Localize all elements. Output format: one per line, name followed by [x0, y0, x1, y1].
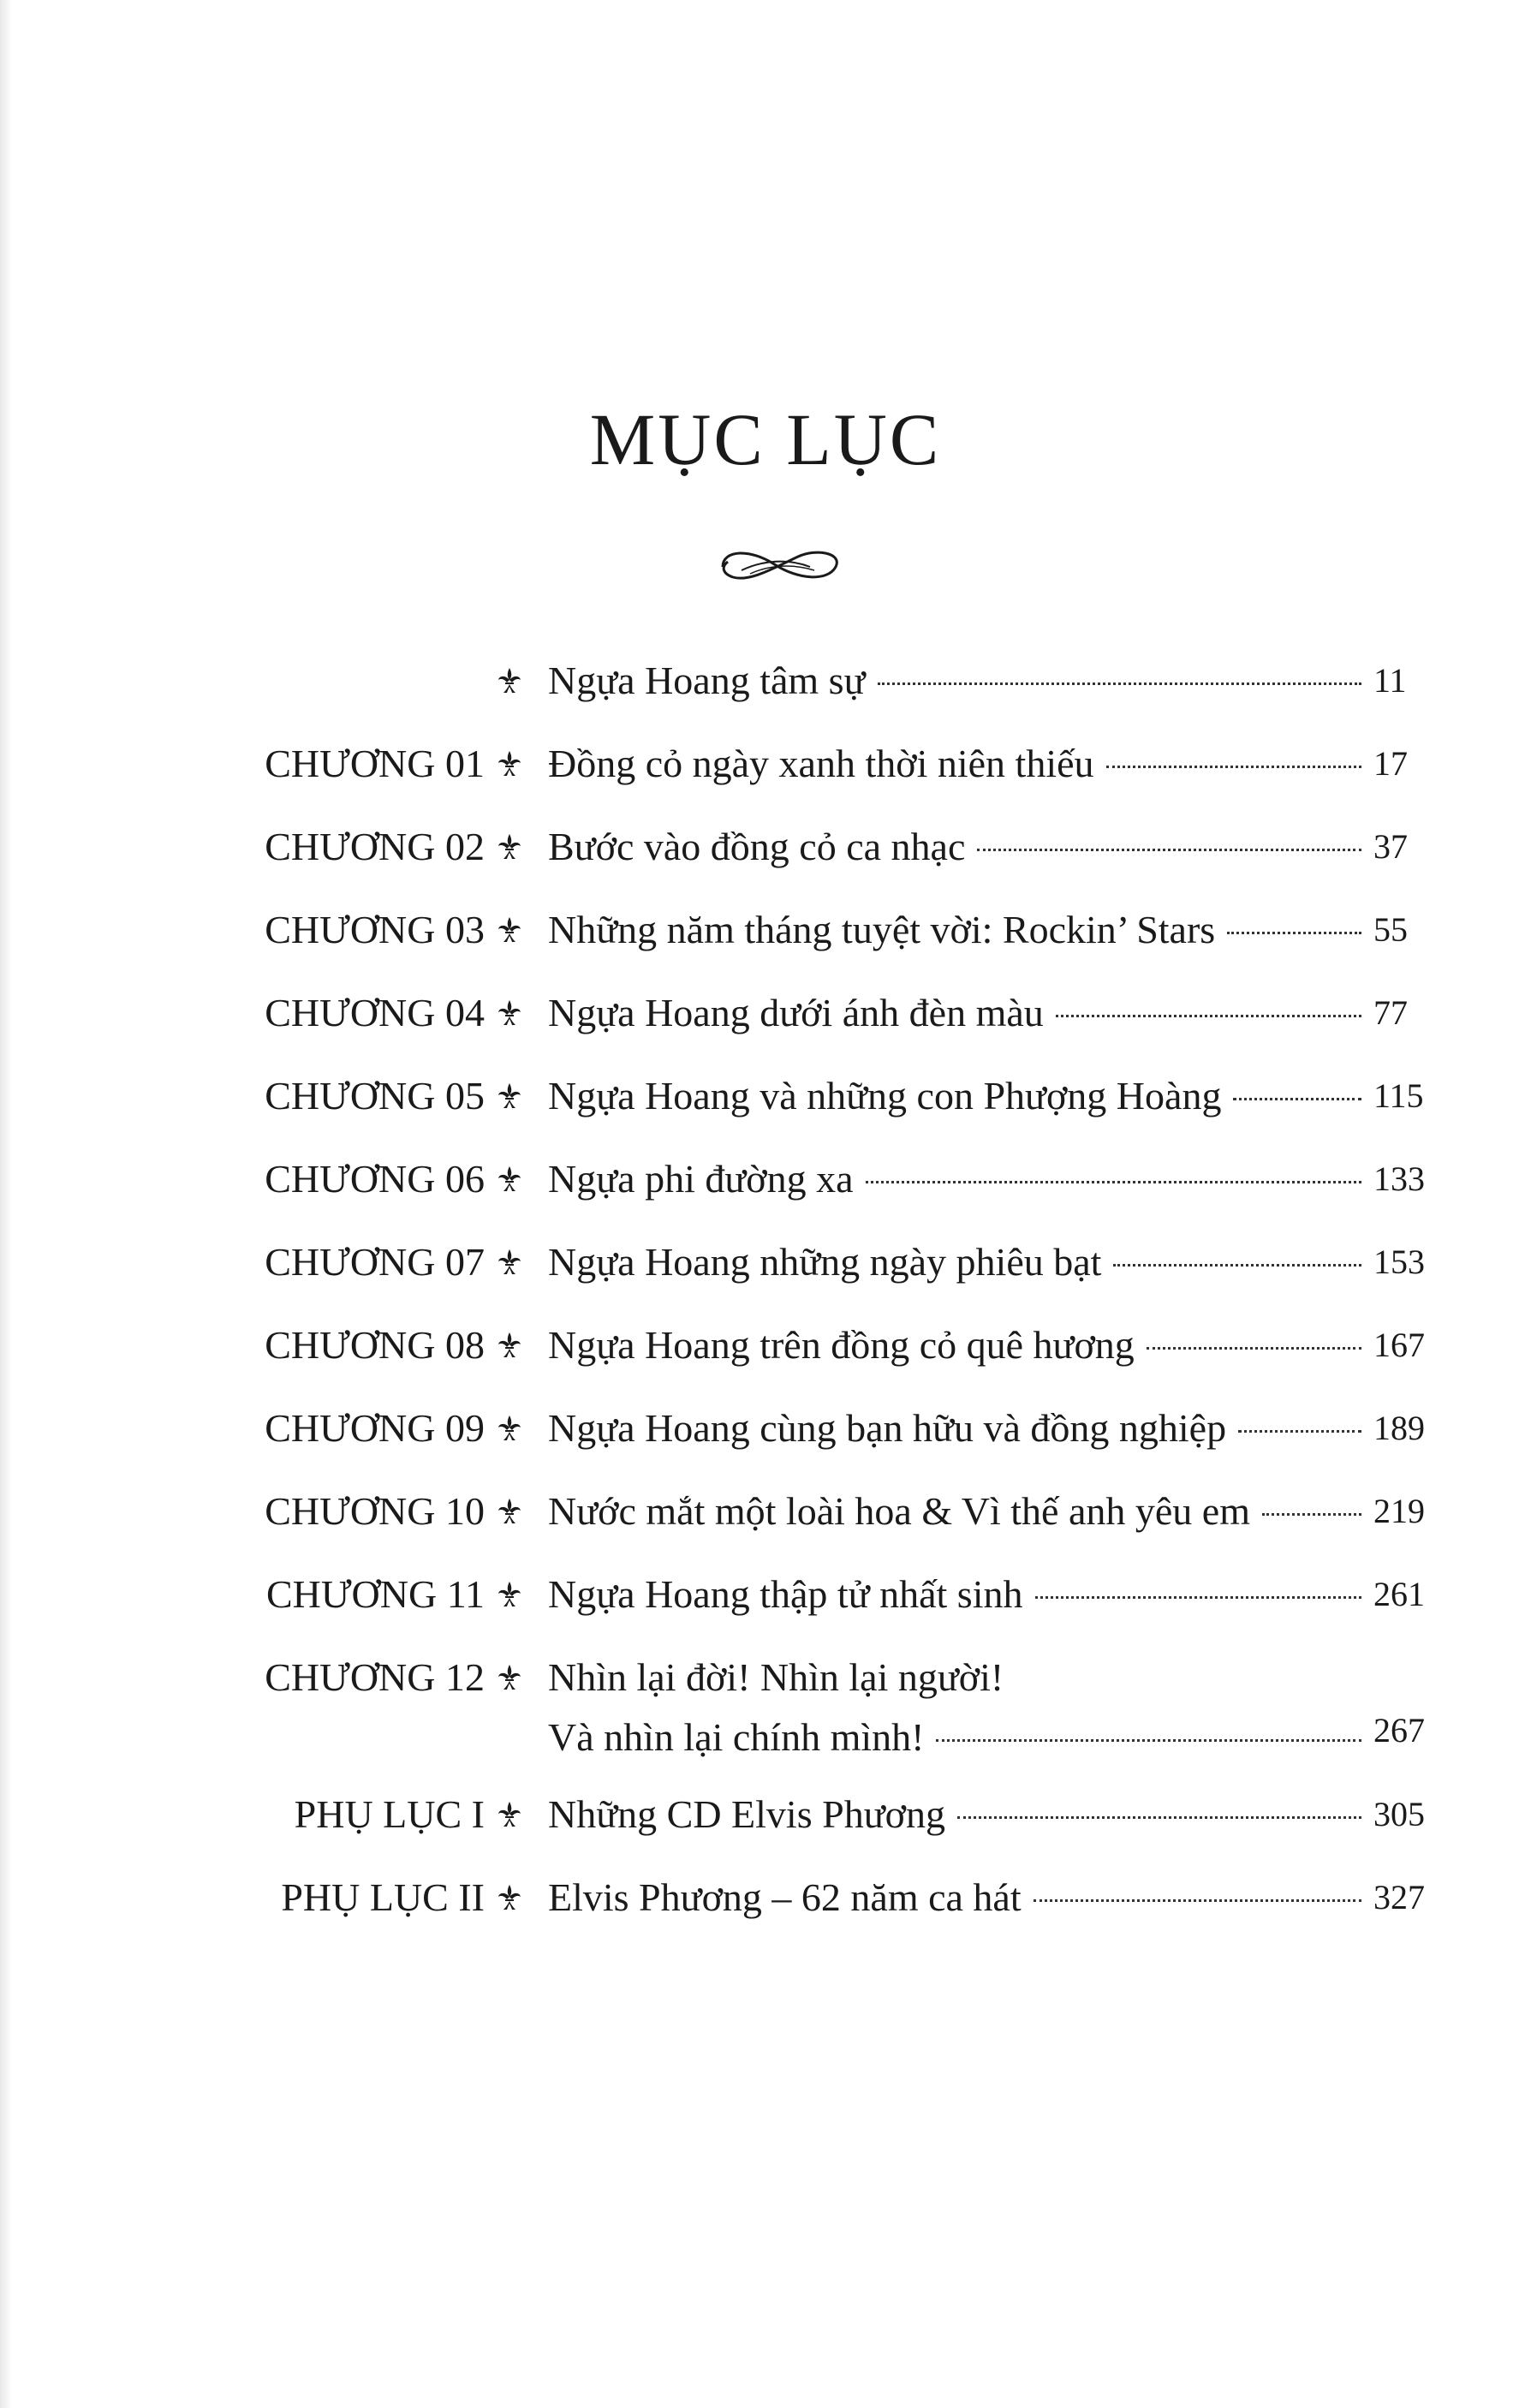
page-number: 189 — [1373, 1409, 1425, 1447]
page-number: 267 — [1373, 1711, 1425, 1749]
entry-title: Ngựa Hoang thập tử nhất sinh — [548, 1572, 1023, 1616]
entry-title: Bước vào đồng cỏ ca nhạc — [548, 825, 966, 868]
dot-leader — [1233, 1098, 1361, 1100]
page-number: 219 — [1373, 1492, 1425, 1530]
entry-label: CHƯƠNG 07 — [265, 1240, 485, 1284]
page-number: 305 — [1373, 1795, 1425, 1833]
entry-title: Ngựa Hoang dưới ánh đèn màu — [548, 991, 1044, 1034]
entry-title-line-1: Nhìn lại đời! Nhìn lại người! — [548, 1655, 1004, 1699]
entry-label: CHƯƠNG 11 — [265, 1572, 485, 1616]
entry-label: PHỤ LỤC I — [294, 1792, 485, 1836]
page-number: 261 — [1373, 1575, 1425, 1613]
toc-entry[interactable] — [0, 900, 1531, 960]
page-number: 17 — [1373, 744, 1408, 783]
fleur-de-lis-icon — [495, 749, 524, 778]
entry-title: Những CD Elvis Phương — [548, 1792, 945, 1836]
entry-title: Những năm tháng tuyệt vời: Rockin’ Stars — [548, 908, 1216, 951]
fleur-de-lis-icon — [495, 1800, 524, 1829]
entry-title: Ngựa Hoang tâm sự — [548, 659, 866, 702]
fleur-de-lis-icon — [495, 1580, 524, 1609]
dot-leader — [1035, 1596, 1362, 1599]
entry-title: Đồng cỏ ngày xanh thời niên thiếu — [548, 742, 1094, 785]
flourish-ornament — [716, 541, 844, 589]
toc-entry[interactable] — [0, 1149, 1531, 1209]
fleur-de-lis-icon — [495, 1248, 524, 1277]
page-number: 55 — [1373, 910, 1408, 949]
dot-leader — [1147, 1347, 1361, 1350]
fleur-de-lis-icon — [495, 1165, 524, 1194]
page-number: 37 — [1373, 827, 1408, 866]
fleur-de-lis-icon — [495, 832, 524, 861]
toc-entry[interactable] — [0, 1565, 1531, 1624]
toc-entry[interactable] — [0, 734, 1531, 794]
fleur-de-lis-icon — [495, 1883, 524, 1912]
toc-entry[interactable] — [0, 1785, 1531, 1845]
page-number: 115 — [1373, 1076, 1424, 1115]
dot-leader — [1106, 766, 1361, 768]
fleur-de-lis-icon — [495, 666, 524, 695]
entry-label: CHƯƠNG 08 — [265, 1323, 485, 1367]
page-title: MỤC LỤC — [589, 398, 942, 480]
toc-entry[interactable] — [0, 1398, 1531, 1458]
dot-leader — [878, 682, 1361, 685]
fleur-de-lis-icon — [495, 1331, 524, 1360]
toc-entry[interactable] — [0, 817, 1531, 877]
entry-title: Ngựa Hoang trên đồng cỏ quê hương — [548, 1323, 1135, 1367]
entry-label: PHỤ LỤC II — [281, 1875, 485, 1919]
entry-title: Ngựa Hoang những ngày phiêu bạt — [548, 1240, 1102, 1284]
dot-leader — [1056, 1015, 1361, 1017]
toc-entry[interactable] — [0, 651, 1531, 711]
fleur-de-lis-icon — [495, 915, 524, 945]
entry-label: CHƯƠNG 01 — [265, 742, 485, 785]
dot-leader — [957, 1816, 1361, 1819]
dot-leader — [1113, 1264, 1361, 1267]
entry-label: CHƯƠNG 04 — [265, 991, 485, 1034]
dot-leader — [1227, 932, 1361, 934]
entry-label: CHƯƠNG 09 — [265, 1406, 485, 1450]
fleur-de-lis-icon — [495, 1663, 524, 1692]
toc-entry[interactable] — [0, 1066, 1531, 1126]
toc-entry[interactable] — [0, 1648, 1531, 1767]
page-number: 133 — [1373, 1159, 1425, 1198]
entry-label: CHƯƠNG 10 — [265, 1489, 485, 1533]
toc-entry[interactable] — [0, 983, 1531, 1043]
entry-label: CHƯƠNG 03 — [265, 908, 485, 951]
fleur-de-lis-icon — [495, 1497, 524, 1526]
page-number: 167 — [1373, 1326, 1425, 1364]
dot-leader — [1034, 1899, 1361, 1902]
toc-entry[interactable] — [0, 1315, 1531, 1375]
toc-entry[interactable] — [0, 1232, 1531, 1292]
dot-leader — [1262, 1513, 1361, 1516]
dot-leader — [866, 1181, 1361, 1183]
dot-leader — [936, 1739, 1361, 1742]
entry-label: CHƯƠNG 05 — [265, 1074, 485, 1118]
entry-label: CHƯƠNG 12 — [265, 1655, 485, 1699]
toc-entry[interactable] — [0, 1481, 1531, 1541]
fleur-de-lis-icon — [495, 1414, 524, 1443]
fleur-de-lis-icon — [495, 998, 524, 1028]
page-number: 77 — [1373, 993, 1408, 1032]
page-number: 327 — [1373, 1878, 1425, 1916]
dot-leader — [977, 849, 1361, 851]
page-number: 11 — [1373, 661, 1407, 700]
page-number: 153 — [1373, 1243, 1425, 1281]
entry-title: Ngựa phi đường xa — [548, 1157, 854, 1201]
toc-entry[interactable] — [0, 1868, 1531, 1928]
entry-title: Ngựa Hoang cùng bạn hữu và đồng nghiệp — [548, 1406, 1227, 1450]
entry-label: CHƯƠNG 06 — [265, 1157, 485, 1201]
entry-title: Nước mắt một loài hoa & Vì thế anh yêu em — [548, 1489, 1251, 1533]
entry-title: Elvis Phương – 62 năm ca hát — [548, 1875, 1022, 1919]
dot-leader — [1238, 1430, 1361, 1433]
entry-title-line-2: Và nhìn lại chính mình! — [548, 1715, 925, 1759]
entry-title: Ngựa Hoang và những con Phượng Hoàng — [548, 1074, 1222, 1118]
fleur-de-lis-icon — [495, 1082, 524, 1111]
entry-label: CHƯƠNG 02 — [265, 825, 485, 868]
